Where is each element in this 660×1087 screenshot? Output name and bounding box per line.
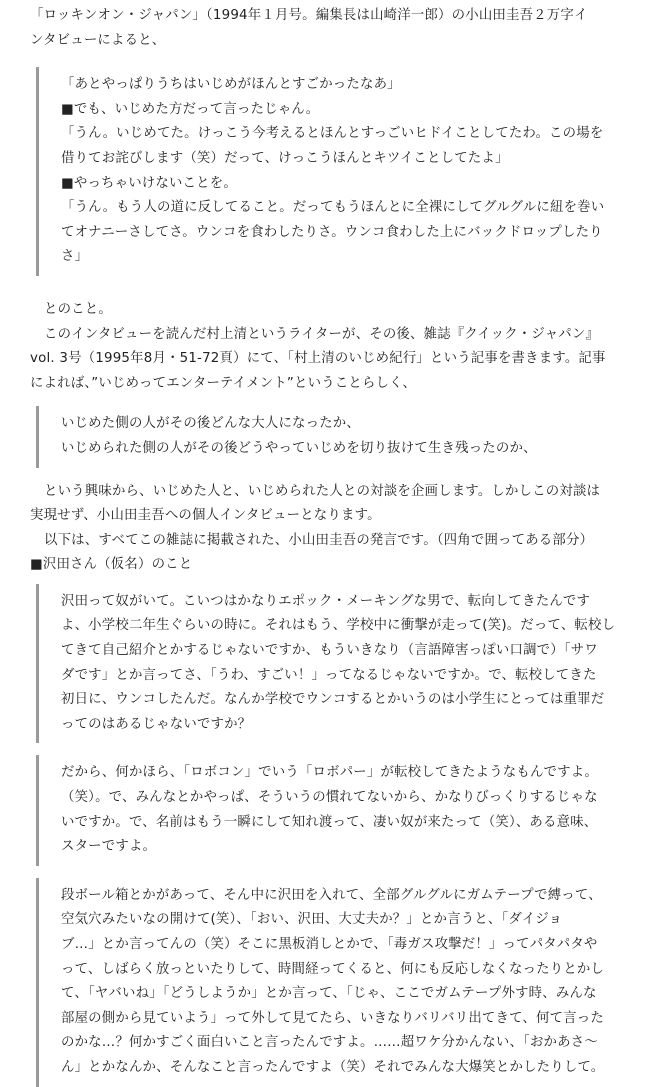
quote-line: てきて自己紹介とかするじゃないですか、もういきなり（言語障害っぽい口調で）「サワ: [61, 643, 598, 659]
blockquote-theme: [36, 406, 622, 467]
section-heading: ■沢田さん（仮名）のこと: [30, 557, 193, 573]
text-line: によれば、”いじめってエンターテイメント”ということらしく、: [30, 375, 417, 391]
quote-line: さ」: [61, 249, 89, 265]
after-paragraph: [30, 480, 622, 578]
middle-paragraph: [30, 298, 622, 396]
quote-line: ブ…」とか言ってんの（笑）そこに黒板消しとかで、「毒ガス攻撃だ！」ってパタパタや: [61, 937, 598, 952]
quote-line: 空気穴みたいなの開けて(笑）、「おい、沢田、大丈夫か？」とか言うと、「ダイジョ: [61, 912, 563, 928]
text-line: 以下は、すべてこの雑誌に掲載された、小山田圭吾の発言です。（四角で囲ってある部分）: [44, 532, 594, 548]
quote-line: 「うん。いじめてた。けっこう今考えるとほんとすっごいヒドイことしてたわ。この場を: [61, 126, 604, 142]
text-line: 「ロッキンオン・ジャパン」（1994年１月号。編集長は山崎洋一郎）の小山田圭吾２万字イ: [30, 8, 588, 23]
quote-line: 沢田って奴がいて。こいつはかなりエポック・メーキングな男で、転向してきたんです: [61, 593, 591, 609]
quote-line: いじめた側の人がその後どんな大人になったか、: [61, 416, 360, 432]
quote-line: ■でも、いじめた方だって言ったじゃん。: [61, 101, 320, 117]
blockquote-sawada-2: [36, 755, 622, 865]
quote-line: 借りてお詫びします（笑）だって、けっこうほんとキツイことしてたよ」: [61, 150, 509, 166]
quote-line: だから、何かほら、「ロボコン」でいう「ロボパー」が転校してきたようなもんですよ。: [61, 765, 598, 781]
quote-line: スターですよ。: [61, 839, 157, 855]
quote-line: 「あとやっぱりうちはいじめがほんとすごかったなあ」: [61, 77, 401, 93]
text-line: 実現せず、小山田圭吾への個人インタビューとなります。: [30, 508, 381, 524]
quote-line: 段ボール箱とかがあって、そん中に沢田を入れて、全部グルグルにガムテープで縛って、: [61, 887, 602, 903]
text-line: とのこと。: [44, 301, 112, 317]
text-line: という興味から、いじめた人と、いじめられた人との対談を企画します。しかしこの対談は: [44, 483, 601, 499]
quote-line: てオナニーさしてさ。ウンコを食わしたりさ。ウンコ食わした上にバックドロップしたり: [61, 224, 603, 240]
quote-line: ってのはあるじゃないですか？: [61, 716, 252, 732]
quote-line: 「うん。もう人の道に反してること。だってもうほんとに全裸にしてグルグルに紐を巻い: [61, 200, 605, 216]
text-line: ンタビューによると、: [30, 32, 166, 48]
quote-line: よ、小学校二年生ぐらいの時に。それはもう、学校中に衝撃が走って(笑)。だって、転校し: [61, 618, 616, 634]
quote-line: 部屋の側から見ていよう」って外して見てたら、いきなりバリバリ出てきて、何て言った: [61, 1010, 604, 1026]
text-line: vol. 3号（1995年8月・51-72頁）にて、「村上清のいじめ紀行」という記事を書きます。記事: [30, 351, 606, 367]
blockquote-sawada-3: [36, 878, 622, 1087]
quote-line: て、「ヤバいね」「どうしようか」とか言って、「じゃ、ここでガムテープ外す時、みんな: [61, 986, 597, 1002]
quote-line: （笑）。で、みんなとかやっぱ、そういうの慣れてないから、かなりびっくりするじゃな: [61, 790, 598, 806]
quote-line: ん」とかなんか、そんなこと言ったんですよ（笑）それでみんな大爆笑とかしたりして。: [61, 1059, 605, 1075]
text-line: このインタビューを読んだ村上清というライターが、その後、雑誌『クイック・ジャパン』: [44, 326, 600, 342]
quote-line: 初日に、ウンコしたんだ。なんか学校でウンコするとかいうのは小学生にとっては重罪だ: [61, 692, 605, 708]
quote-line: って、しばらく放っといたりして、時間経ってくると、何にも反応しなくなったりとかし: [61, 961, 605, 977]
quote-line: いじめられた側の人がその後どうやっていじめを切り抜けて生き残ったのか、: [61, 440, 537, 456]
quote-line: いですか。で、名前はもう一瞬にして知れ渡って、凄い奴が来たって（笑）、ある意味、: [61, 814, 598, 830]
quote-line: ダです」とか言ってさ、「うわ、すごい！」ってなるじゃないですか。で、転校してきた: [61, 667, 597, 683]
quote-line: ■やっちゃいけないことを。: [61, 175, 237, 191]
blockquote-sawada-1: [36, 584, 622, 744]
quote-line: のかな…？何かすごく面白いこと言ったんですよ。……超ワケ分かんない、「おかあさ〜: [61, 1035, 598, 1051]
intro-paragraph: [30, 4, 622, 53]
blockquote-interview: [36, 67, 622, 276]
